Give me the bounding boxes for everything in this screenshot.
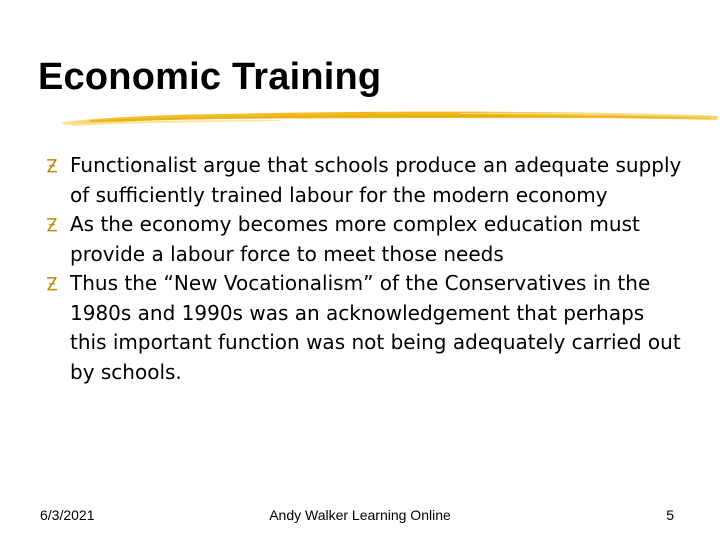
bullet-item	[44, 269, 684, 387]
footer-author: Andy Walker Learning Online	[269, 507, 451, 523]
bullet-text: As the economy becomes more complex education must provide a labour force to meet those needs	[70, 212, 640, 266]
page-number: 5	[666, 507, 674, 523]
z-bullet-icon	[44, 269, 60, 299]
bullet-text: Thus the “New Vocationalism” of the Conservatives in the 1980s and 1990s was an acknowledgement that perhaps this important function was not being adequately carried out by schools.	[70, 271, 681, 384]
bullet-text: Functionalist argue that schools produce an adequate supply of sufficiently trained labour for the modern economy	[70, 153, 682, 207]
footer-date: 6/3/2021	[40, 507, 95, 523]
bullet-list	[44, 151, 684, 387]
title-underline-brushstroke	[60, 104, 720, 132]
bullet-item	[44, 151, 684, 210]
z-bullet-icon	[44, 151, 60, 181]
bullet-item	[44, 210, 684, 269]
slide-title: Economic Training	[38, 56, 382, 98]
z-bullet-icon	[44, 210, 60, 240]
